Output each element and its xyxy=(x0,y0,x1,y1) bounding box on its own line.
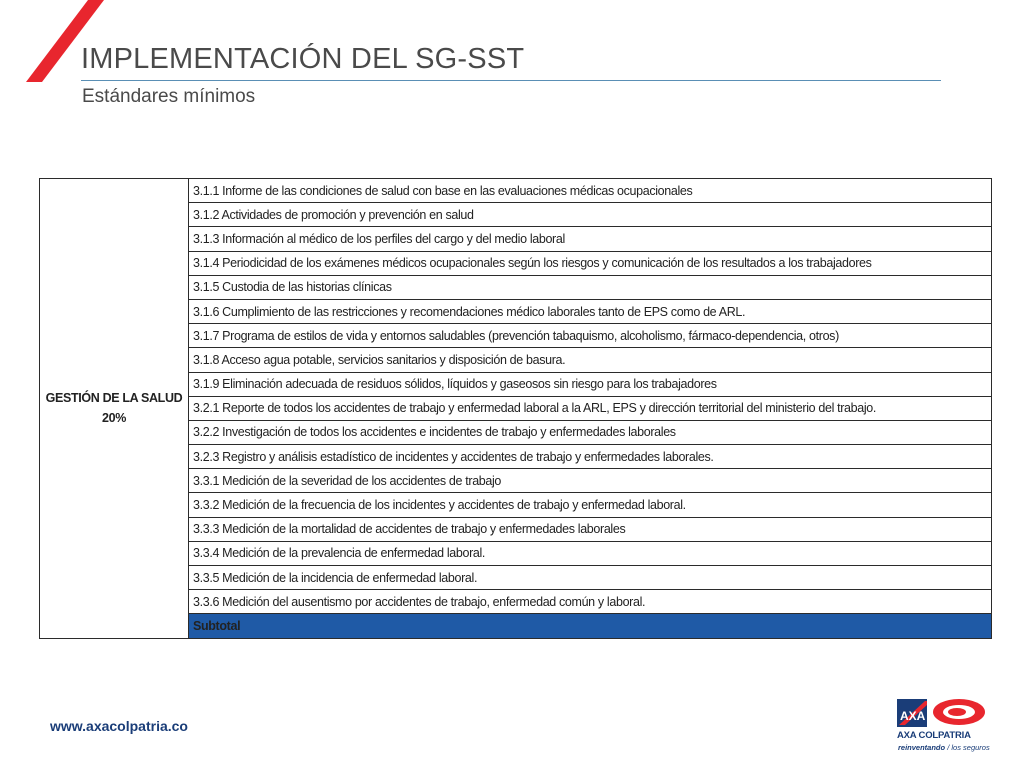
standard-item: 3.3.2 Medición de la frecuencia de los incidentes y accidentes de trabajo y enfermedad laboral. xyxy=(189,493,992,517)
slogan-rest: / los seguros xyxy=(947,743,990,752)
standard-item: 3.1.7 Programa de estilos de vida y entornos saludables (prevención tabaquismo, alcoholismo, fármaco-dependencia, otros) xyxy=(189,324,992,348)
category-percent: 20% xyxy=(102,411,126,426)
standard-item: 3.3.4 Medición de la prevalencia de enfermedad laboral. xyxy=(189,541,992,565)
standard-item: 3.3.1 Medición de la severidad de los accidentes de trabajo xyxy=(189,469,992,493)
page-subtitle: Estándares mínimos xyxy=(82,86,256,107)
standard-item: 3.1.1 Informe de las condiciones de salud con base en las evaluaciones médicas ocupacionales xyxy=(189,179,992,203)
standard-item: 3.1.5 Custodia de las historias clínicas xyxy=(189,275,992,299)
standard-item: 3.3.3 Medición de la mortalidad de accidentes de trabajo y enfermedades laborales xyxy=(189,517,992,541)
logo-slogan xyxy=(898,743,990,752)
standard-item: 3.3.6 Medición del ausentismo por accidentes de trabajo, enfermedad común y laboral. xyxy=(189,590,992,614)
standards-table xyxy=(39,178,992,639)
standard-item: 3.1.2 Actividades de promoción y prevención en salud xyxy=(189,203,992,227)
standard-item: 3.1.4 Periodicidad de los exámenes médicos ocupacionales según los riesgos y comunicación de los resultados a los trabajadores xyxy=(189,251,992,275)
standard-item: 3.2.2 Investigación de todos los accidentes e incidentes de trabajo y enfermedades laborales xyxy=(189,420,992,444)
page-title: IMPLEMENTACIÓN DEL SG-SST xyxy=(81,43,525,75)
website-url[interactable]: www.axacolpatria.co xyxy=(50,718,188,734)
table-row xyxy=(40,179,992,203)
subtotal-label: Subtotal xyxy=(189,614,992,638)
standard-item: 3.1.3 Información al médico de los perfiles del cargo y del medio laboral xyxy=(189,227,992,251)
logo-name: AXA COLPATRIA xyxy=(897,730,971,741)
standard-item: 3.2.3 Registro y análisis estadístico de incidentes y accidentes de trabajo y enfermedades laborales. xyxy=(189,445,992,469)
slogan-bold: reinventando xyxy=(898,743,946,752)
title-divider xyxy=(81,80,941,81)
axa-mark-text: AXA xyxy=(900,709,926,723)
standard-item: 3.1.8 Acceso agua potable, servicios sanitarios y disposición de basura. xyxy=(189,348,992,372)
standard-item: 3.2.1 Reporte de todos los accidentes de trabajo y enfermedad laboral a la ARL, EPS y dirección territorial del ministerio del trabajo. xyxy=(189,396,992,420)
category-label: GESTIÓN DE LA SALUD xyxy=(45,391,183,406)
standard-item: 3.1.9 Eliminación adecuada de residuos sólidos, líquidos y gaseosos sin riesgo para los trabajadores xyxy=(189,372,992,396)
standard-item: 3.3.5 Medición de la incidencia de enfermedad laboral. xyxy=(189,566,992,590)
standard-item: 3.1.6 Cumplimiento de las restricciones y recomendaciones médico laborales tanto de EPS como de ARL. xyxy=(189,299,992,323)
category-cell xyxy=(40,179,189,639)
